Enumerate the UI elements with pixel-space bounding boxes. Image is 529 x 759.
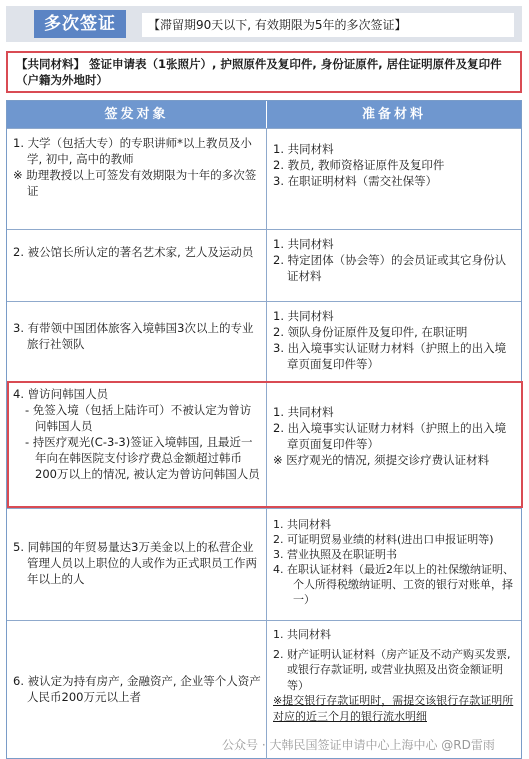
table-row: [7, 301, 521, 381]
cell-line: 4. 在职认证材料（最近2年以上的社保缴纳证明、个人所得税缴纳证明、工资的银行对账单，择一）: [273, 563, 514, 606]
cell-line: 3. 营业执照及在职证明书: [273, 548, 397, 561]
cell-line: - 持医疗观光(C-3-3)签证入境韩国, 且最近一年向在韩医院支付诊疗费总金额超过韩币200万以上的情况, 被认定为曾访问韩国人员: [25, 435, 260, 481]
cell-line: 3. 有带领中国团体旅客入境韩国3次以上的专业旅行社领队: [13, 321, 254, 351]
cell-line: 2. 出入境事实认证财力材料（护照上的出入境章页面复印件等）: [273, 421, 507, 451]
cell-line: 2. 可证明贸易业绩的材料(进出口申报证明等): [273, 533, 494, 546]
cell-line: 2. 教员, 教师资格证原件及复印件: [273, 158, 445, 172]
cell-line: 2. 财产证明认证材料（房产证及不动产购买发票, 或银行存款证明, 或营业执照及出资金额证明等）: [273, 647, 511, 692]
cell-line: 3. 出入境事实认证财力材料（护照上的出入境章页面复印件等）: [273, 341, 507, 371]
watermark: 公众号 · 大韩民国签证申请中心上海中心 @RD雷雨: [222, 738, 495, 752]
column-header-materials: 准备材料: [267, 101, 521, 128]
visa-type-tag: 多次签证: [34, 10, 126, 38]
cell-line: 3. 在职证明材料（需交社保等）: [273, 174, 438, 188]
cell-line: 2. 被公馆长所认定的著名艺术家, 艺人及运动员: [13, 245, 254, 259]
applicant-cell: [13, 539, 261, 587]
cell-line: 4. 曾访问韩国人员: [13, 387, 109, 401]
cell-line: 1. 共同材料: [273, 518, 331, 531]
cell-line: 1. 大学（包括大专）的专职讲师*以上教员及小学, 初中, 高中的教师: [13, 136, 252, 166]
cell-line: 1. 共同材料: [273, 309, 334, 323]
highlight-frame: [7, 381, 523, 508]
cell-line: 2. 特定团体（协会等）的会员证或其它身份认证材料: [273, 253, 507, 283]
applicant-cell: [13, 244, 261, 260]
cell-line: 2. 领队身份证原件及复印件, 在职证明: [273, 325, 468, 339]
table-row: [7, 508, 521, 620]
requirements-table: [6, 100, 522, 759]
cell-line: ※ 助理教授以上可签发有效期限为十年的多次签证: [13, 168, 257, 198]
cell-line: 6. 被认定为持有房产, 金融资产, 企业等个人资产人民币200万元以上者: [13, 674, 261, 704]
materials-cell: [273, 236, 517, 284]
cell-line: - 免签入境（包括上陆许可）不被认定为曾访问韩国人员: [25, 403, 252, 433]
materials-cell: [273, 517, 517, 607]
cell-line: ※ 医疗观光的情况, 须提交诊疗费认证材料: [273, 453, 490, 467]
table-row: [7, 128, 521, 229]
cell-line: 1. 共同材料: [273, 628, 331, 641]
cell-line: 5. 同韩国的年贸易量达3万美金以上的私营企业管理人员以上职位的人或作为正式职员工作两年以上的人: [13, 540, 257, 586]
materials-cell: [273, 627, 517, 724]
visa-validity-note: 【滞留期90天以下, 有效期限为5年的多次签证】: [142, 13, 514, 37]
table-row: [7, 229, 521, 301]
cell-line: 1. 共同材料: [273, 405, 334, 419]
bank-statement-note: ※提交银行存款证明时，需提交该银行存款证明所对应的近三个月的银行流水明细: [273, 694, 514, 723]
cell-line: 1. 共同材料: [273, 237, 334, 251]
applicant-cell: [13, 135, 261, 199]
common-materials-box: 【共同材料】 签证申请表（1张照片）, 护照原件及复印件, 身份证原件, 居住证明原件及复印件 （户籍为外地时）: [6, 51, 522, 93]
materials-cell: [273, 141, 517, 189]
column-header-applicant: 签发对象: [7, 101, 266, 128]
applicant-cell: [13, 673, 261, 705]
cell-line: 1. 共同材料: [273, 142, 334, 156]
applicant-cell: [13, 320, 261, 352]
materials-cell: [273, 308, 517, 372]
